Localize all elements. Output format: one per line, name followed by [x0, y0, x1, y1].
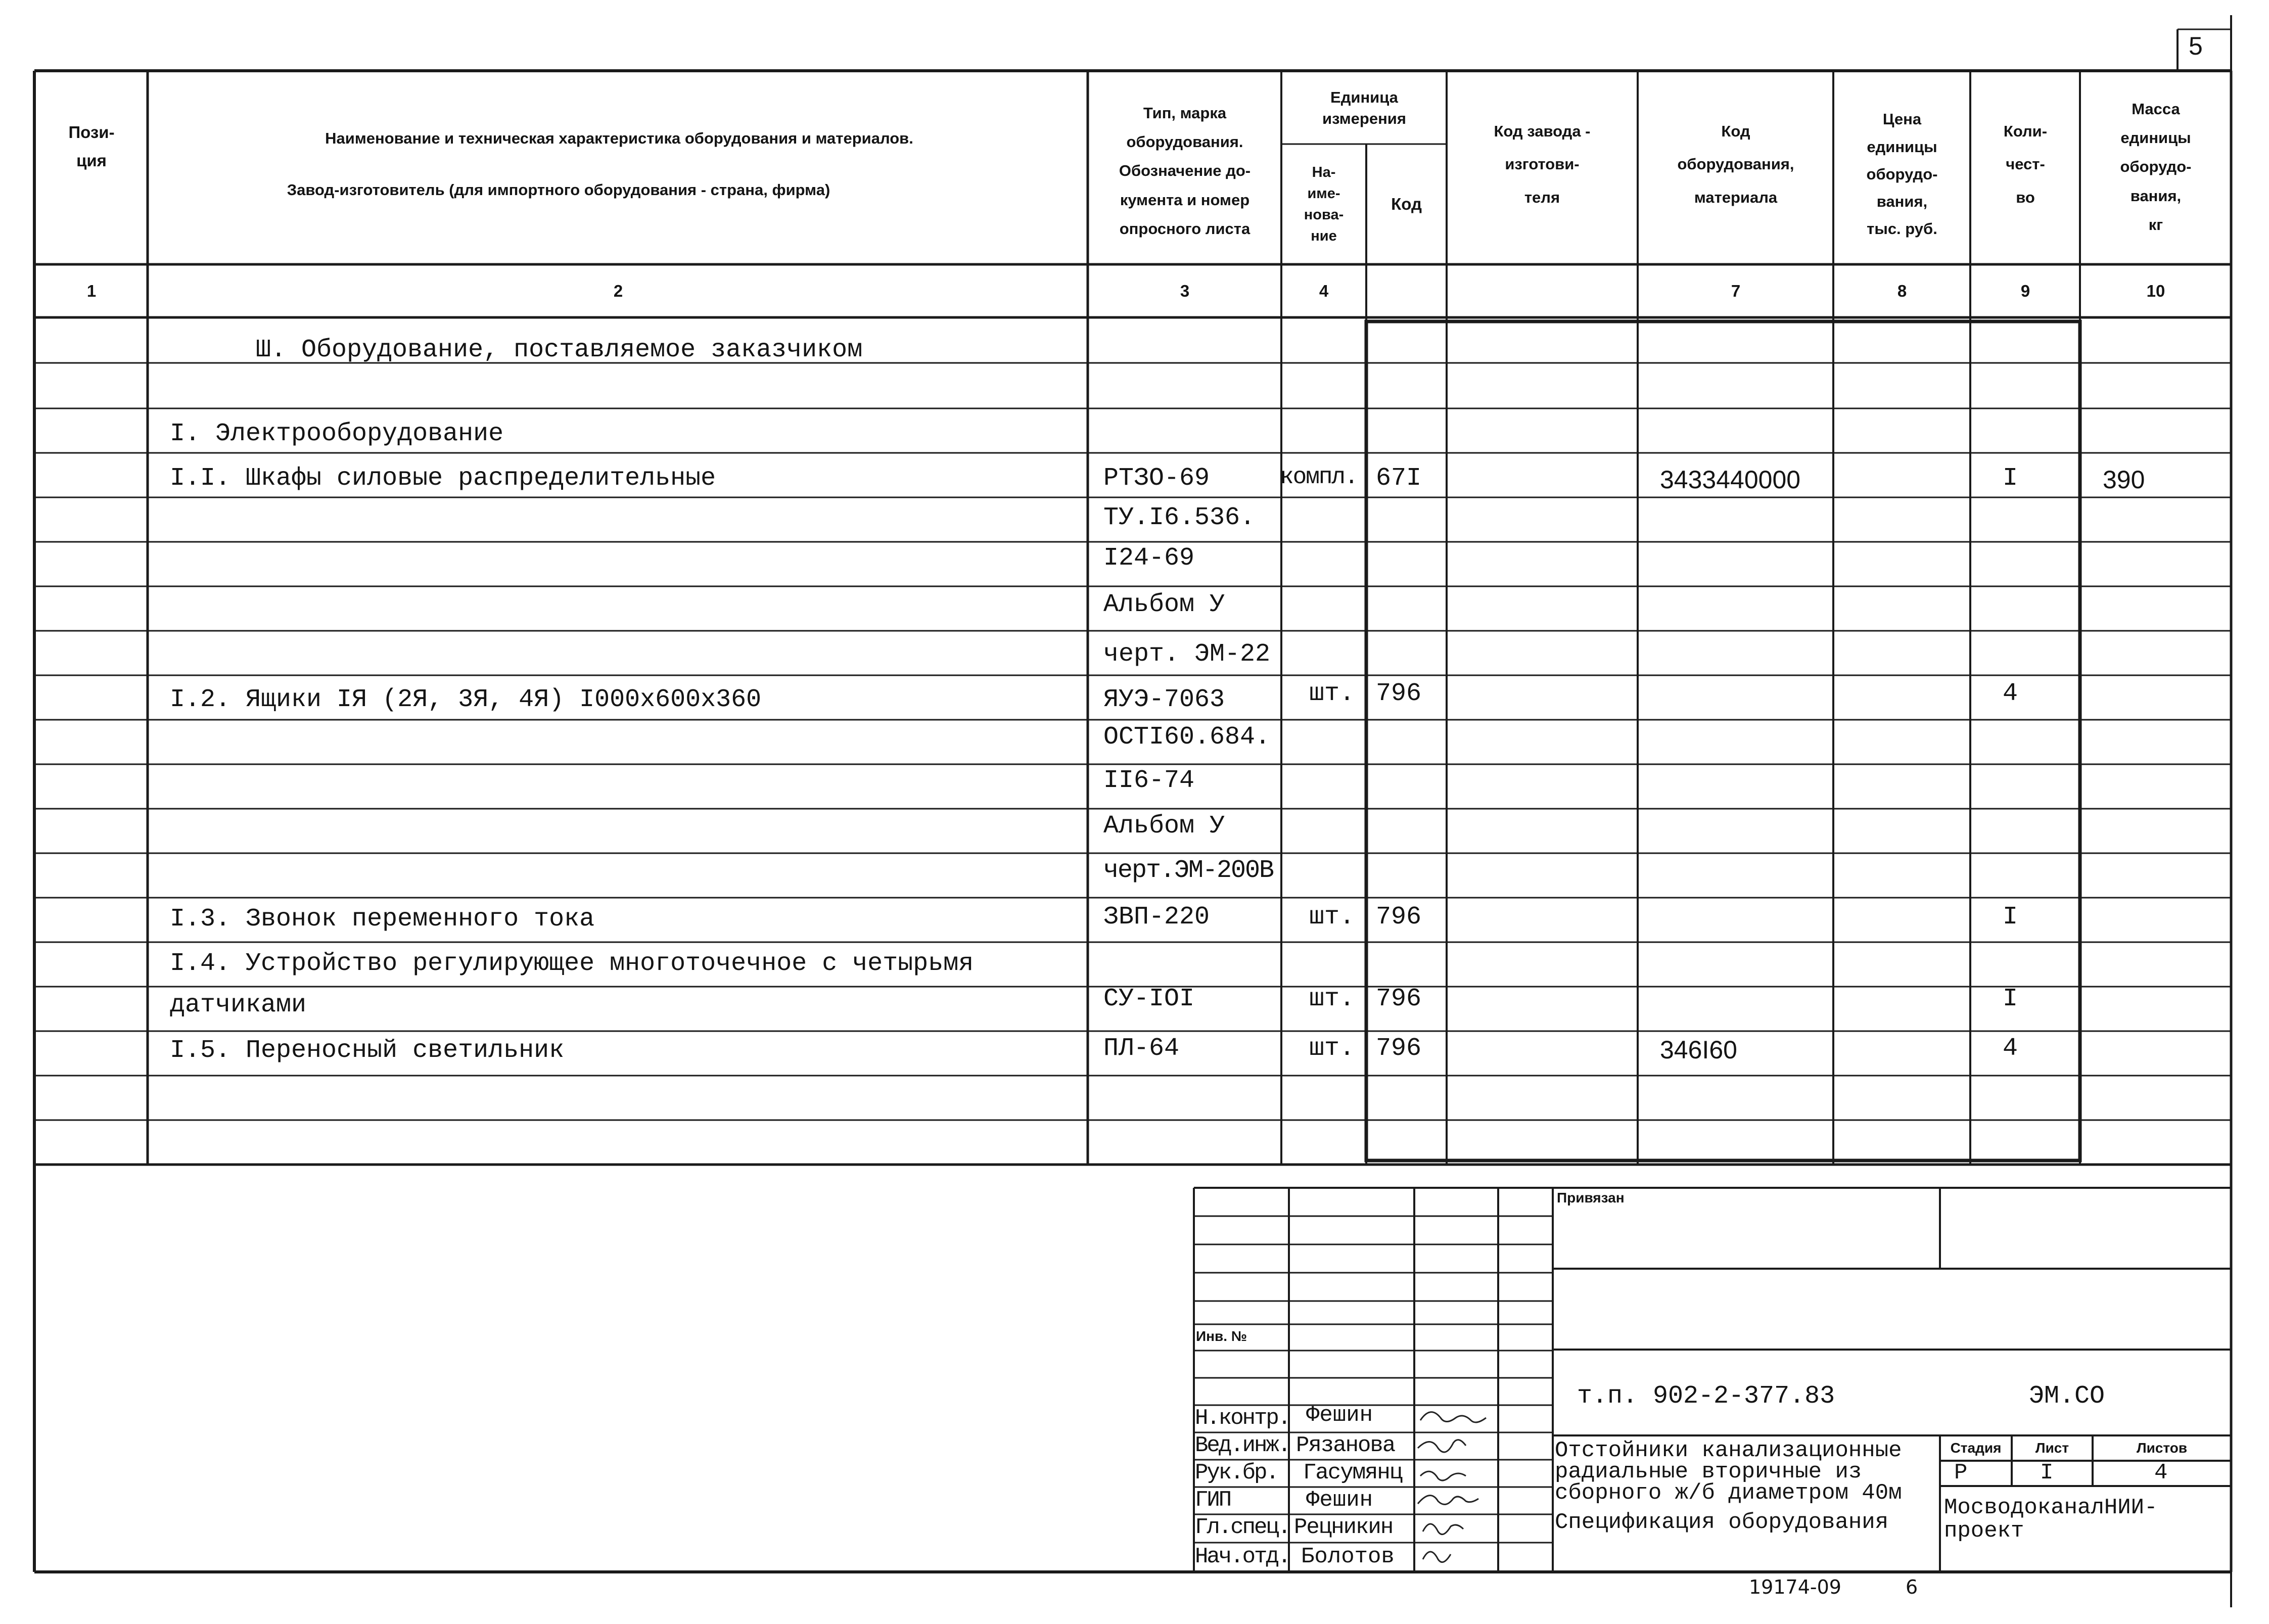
item-name: I.I. Шкафы силовые распределительные	[170, 464, 716, 493]
header-unit-mass: Масса единицы оборудо- вания, кг	[2120, 100, 2192, 234]
item-type: ЯУЭ-7063	[1103, 685, 1225, 714]
header-quantity: Коли- чест- во	[2003, 122, 2048, 206]
handwritten-signatures	[1410, 1400, 1552, 1572]
header-unit-price: Цена единицы оборудо- вания, тыс. руб.	[1866, 110, 1938, 238]
header-position: Пози- ция	[68, 122, 115, 170]
signature-name: Фешин	[1306, 1488, 1373, 1513]
item-name: I.5. Переносный светильник	[170, 1036, 565, 1065]
archive-mark: 6	[1906, 1576, 1918, 1598]
item-quantity: 4	[2003, 1034, 2018, 1063]
signature-role: Н.контр.	[1195, 1406, 1290, 1431]
item-type: Альбом У	[1103, 590, 1225, 619]
column-number: 9	[2020, 281, 2030, 300]
title-line: Отстойники канализационные	[1555, 1438, 1902, 1463]
item-type: ПЛ-64	[1103, 1034, 1180, 1063]
item-type: РТЗО-69	[1103, 464, 1210, 493]
column-number: 4	[1319, 281, 1329, 300]
item-quantity: I	[2003, 985, 2018, 1013]
header-unit-name: На- име- нова- ние	[1304, 164, 1344, 245]
sheet-label: Лист	[2035, 1440, 2069, 1456]
archive-number: 19174-09	[1749, 1576, 1841, 1598]
document-number: т.п. 902-2-377.83	[1577, 1382, 1835, 1411]
sheet-value: I	[2040, 1460, 2054, 1486]
item-unit: компл.	[1280, 464, 1358, 490]
signature-name: Фешин	[1306, 1403, 1373, 1428]
column-number: 7	[1731, 281, 1741, 300]
item-unit-code: 796	[1376, 679, 1422, 708]
signature-role: Рук.бр.	[1195, 1460, 1278, 1486]
column-number: 8	[1897, 281, 1907, 300]
item-type: ЗВП-220	[1103, 903, 1210, 932]
column-number: 10	[2146, 281, 2165, 300]
column-number: 2	[613, 281, 623, 300]
item-type: ТУ.I6.536.	[1103, 503, 1256, 532]
document-code: ЭМ.СО	[2029, 1382, 2105, 1411]
section-heading: Ш. Оборудование, поставляемое заказчиком	[256, 336, 863, 364]
item-type: Альбом У	[1103, 812, 1225, 841]
header-name-line1: Наименование и техническая характеристика оборудования и материалов.	[325, 129, 913, 147]
item-type: ОСТI60.684.	[1103, 723, 1271, 752]
item-name: I.4. Устройство регулирующее многоточечное с четырьмя	[170, 949, 974, 978]
header-type: Тип, марка оборудования. Обозначение до- кумента и номер опросного листа	[1119, 104, 1251, 238]
item-type: II6-74	[1103, 766, 1195, 795]
sheets-label: Листов	[2136, 1440, 2188, 1456]
signature-name: Рецникин	[1294, 1515, 1393, 1540]
item-equipment-code: 3433440000	[1660, 466, 1801, 494]
signature-name: Болотов	[1301, 1544, 1395, 1569]
header-factory-code: Код завода - изготови- теля	[1494, 122, 1591, 206]
item-unit: шт.	[1309, 679, 1355, 708]
item-unit-code: 796	[1376, 985, 1422, 1013]
signature-name: Гасумянц	[1303, 1460, 1402, 1486]
signature-role: Гл.спец.	[1195, 1515, 1290, 1540]
header-unit-code: Код	[1391, 194, 1422, 213]
item-quantity: 4	[2003, 679, 2018, 708]
stage-label: Стадия	[1950, 1440, 2002, 1456]
signature-role: ГИП	[1195, 1488, 1231, 1513]
header-equipment-code: Код оборудования, материала	[1677, 122, 1794, 206]
subsection-heading: I. Электрооборудование	[170, 420, 504, 448]
item-name: I.3. Звонок переменного тока	[170, 905, 595, 934]
item-type: I24-69	[1103, 544, 1195, 573]
item-unit: шт.	[1309, 985, 1355, 1013]
column-number	[1448, 266, 1637, 316]
item-unit: шт.	[1309, 1034, 1355, 1063]
column-number: 1	[86, 281, 97, 300]
item-equipment-code: 346I60	[1660, 1036, 1737, 1064]
inventory-number-label: Инв. №	[1196, 1328, 1247, 1344]
organization: МосводоканалНИИ- проект	[1944, 1495, 2158, 1544]
column-number	[1367, 266, 1446, 316]
item-unit: шт.	[1309, 903, 1355, 932]
item-unit-code: 796	[1376, 903, 1422, 932]
stage-value: Р	[1954, 1460, 1968, 1486]
item-unit-code: 796	[1376, 1034, 1422, 1063]
item-type: черт. ЭМ-22	[1103, 640, 1271, 669]
item-type: черт.ЭМ-200В	[1103, 856, 1274, 885]
column-number: 3	[1180, 281, 1190, 300]
sheets-value: 4	[2154, 1460, 2168, 1486]
header-name-line2: Завод-изготовитель (для импортного оборудования - страна, фирма)	[287, 181, 830, 199]
item-type: СУ-IОI	[1103, 985, 1195, 1013]
header-unit-group: Единица измерения	[1322, 88, 1406, 127]
item-mass: 390	[2103, 466, 2145, 494]
title-line: радиальные вторичные из	[1555, 1459, 1862, 1484]
signature-name: Рязанова	[1296, 1433, 1395, 1458]
signature-role: Нач.отд.	[1195, 1544, 1290, 1569]
item-unit-code: 67I	[1376, 464, 1422, 493]
page-number: 5	[2189, 32, 2203, 60]
title-line: Спецификация оборудования	[1555, 1510, 1889, 1535]
privyazan-label: Привязан	[1557, 1190, 1625, 1205]
item-quantity: I	[2003, 464, 2018, 493]
item-name: I.2. Ящики IЯ (2Я, 3Я, 4Я) I000x600x360	[170, 685, 762, 714]
title-line: сборного ж/б диаметром 40м	[1555, 1480, 1902, 1506]
item-quantity: I	[2003, 903, 2018, 932]
item-name: датчиками	[170, 991, 307, 1019]
signature-role: Вед.инж.	[1195, 1433, 1290, 1458]
